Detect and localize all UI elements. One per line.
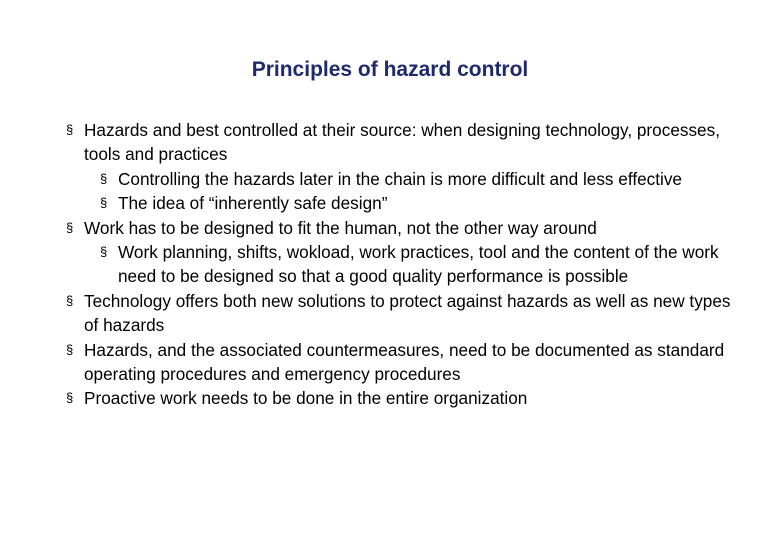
bullet-text: Proactive work needs to be done in the entire organization [84,388,528,409]
sub-bullet-item [66,167,746,191]
bullet-text: Work planning, shifts, wokload, work practices, tool and the content of the work need to be designed so that a good quality performance is possible [118,242,719,287]
bullet-marker-icon: § [66,122,74,137]
bullet-marker-icon: § [100,195,108,211]
bullet-item [66,289,746,338]
bullet-list [66,118,746,411]
bullet-item [66,338,746,387]
bullet-text: Controlling the hazards later in the chain is more difficult and less effective [118,168,682,189]
bullet-text: Technology offers both new solutions to protect against hazards as well as new types of hazards [84,290,731,336]
bullet-marker-icon: § [66,341,74,357]
bullet-item [66,118,746,167]
bullet-text: Hazards and best controlled at their source: when designing technology, processes, tools and practices [84,120,720,165]
bullet-item [66,386,746,410]
bullet-text: Hazards, and the associated countermeasures, need to be documented as standard operating procedures and emergency procedures [84,339,725,385]
slide-title: Principles of hazard control [251,58,529,81]
bullet-marker-icon: § [66,292,74,308]
bullet-item [66,216,746,240]
bullet-marker-icon: § [66,219,74,235]
sub-bullet-item [66,240,746,289]
bullet-text: The idea of “inherently safe design” [118,193,388,214]
bullet-marker-icon: § [100,244,108,260]
bullet-marker-icon: § [66,390,74,406]
bullet-marker-icon: § [100,170,108,186]
sub-bullet-item [66,191,746,215]
bullet-text: Work has to be designed to fit the human, not the other way around [84,217,597,238]
